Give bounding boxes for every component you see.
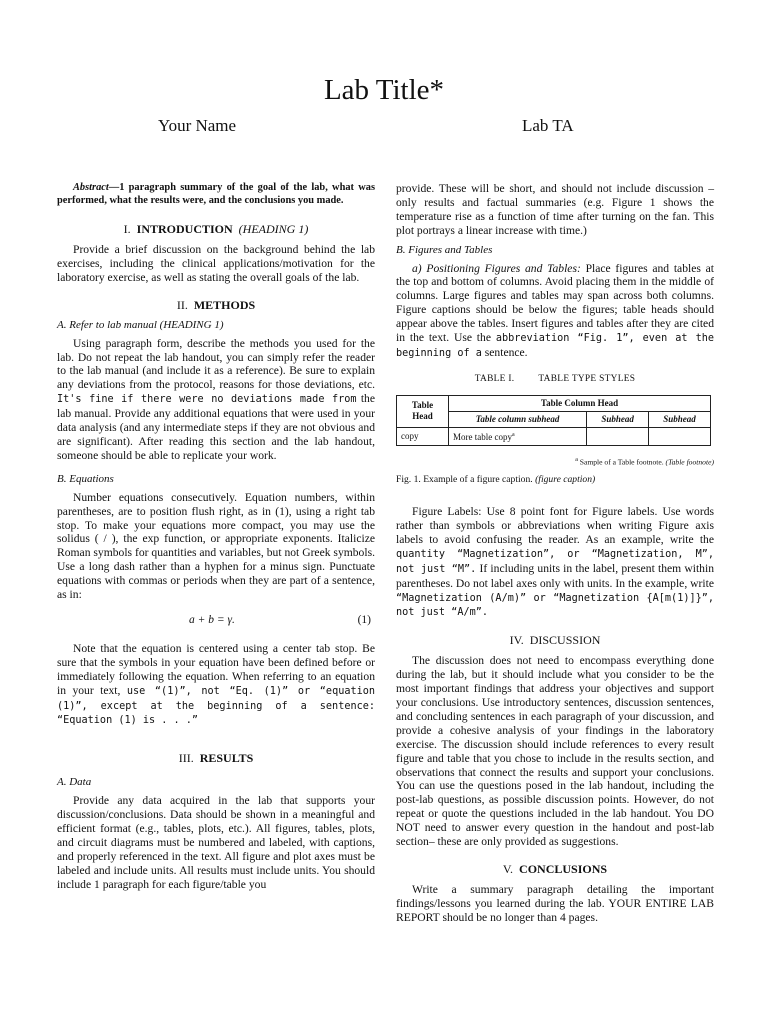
lab-ta-name: Lab TA: [522, 116, 574, 135]
table-type-styles: [396, 395, 711, 446]
results-body-b-mono: abbreviation “Fig. 1”, even at the beginning of a: [396, 333, 714, 359]
table-column-head: Table Column Head: [449, 395, 711, 411]
figure-labels-body: [396, 505, 714, 620]
figure-caption: [396, 473, 714, 487]
abstract: [57, 182, 375, 207]
figure-labels-mono-2: “Magnetization (A/m)” or “Magnetization {A[m(1)]}”, not just “A/m”.: [396, 592, 714, 619]
equation: a + b = γ.: [189, 613, 235, 626]
results-subheading-b: B. Figures and Tables: [396, 243, 493, 256]
methods-subheading-a: A. Refer to lab manual (HEADING 1): [57, 318, 224, 331]
discussion-body: The discussion does not need to encompass everything done during the lab, but it should include what you consider to be the most important findings that address your objectives and support your conclusions. Use introductory sentences, discussion sentences, and concluding sentences in each paragraph of your discussion, and provide a cohesive analysis of your findings in the laboratory exercise. The discussion should include references to every result figure and table that you chose to include in the results section, and observations that connect the results and support your conclusions. You can use the questions posed in the lab handout, including the post-lab questions, as possible discussion points. However, do not repeat or quote the questions included in the lab handout. You DO NOT need to answer every question in the handout and post-lab section– these are only provided as suggestions.: [396, 654, 714, 849]
footnote-text: Sample of a Table footnote.: [577, 457, 666, 467]
section-discussion-heading: [396, 634, 714, 648]
section-note: (HEADING 1): [238, 222, 309, 237]
footnote-sup: a: [575, 456, 578, 463]
table-subhead: Subhead: [649, 411, 711, 427]
methods-body-after-equation: [57, 642, 375, 728]
results-subsub-label: a) Positioning Figures and Tables:: [412, 261, 581, 275]
results-body-a: Provide any data acquired in the lab that supports your discussion/conclusions. Data should be shown in a meaningful and efficient format (e.g., tables, plots, etc.). All figures, tables, plots, and circuit diagrams must be numbered and labeled, with captions, and properly referenced in the text. All figure and plot axes must be labeled and include units. All results must include units. You should include 1 paragraph for each figure/table you: [57, 794, 375, 891]
figure-caption-italic: (figure caption): [535, 474, 596, 486]
page-title: Lab Title*: [323, 74, 445, 106]
section-title: INTRODUCTION: [136, 222, 233, 237]
equation-line: [57, 614, 375, 632]
methods-body-a-1: Using paragraph form, describe the methods you used for the lab. Do not repeat the lab handout, you can simply refer the reader to the lab manual (and include it as a reference). Be sure to explain any deviations from the protocol, reasons for those deviations, etc.: [57, 336, 375, 392]
section-number: I.: [123, 222, 131, 237]
methods-subheading-b: B. Equations: [57, 472, 114, 485]
section-title: RESULTS: [199, 751, 254, 766]
section-number: II.: [176, 297, 188, 312]
table-subhead: Subhead: [587, 411, 649, 427]
methods-body-b: Number equations consecutively. Equation numbers, within parentheses, are to position flush right, as in (1), using a right tab stop. To make your equations more compact, you may use the solidus ( / ), the exp function, or appropriate exponents. Italicize Roman symbols for quantities and variables, but not Greek symbols. Use a long dash rather than a hyphen for a minus sign. Punctuate equations with commas or periods when they are part of a sentence, as in:: [57, 490, 375, 602]
section-introduction-heading: [57, 223, 375, 237]
methods-body-a-2: the lab manual. Provide any additional equations that were used in your data analysis (and any intermediate steps if they are not obvious and are significant). After reading this section and the lab handout, someone should be able to replicate your work.: [57, 392, 375, 462]
table-caption: [396, 373, 714, 387]
results-body-a-continued: provide. These will be short, and should not include discussion – only results and factual summaries (e.g. Figure 1 shows the temperature rise as a function of time after turning on the fan. This plot portrays a linear increase with time.): [396, 182, 714, 237]
table-caption-title: TABLE TYPE STYLES: [538, 373, 636, 384]
table-footnote: [396, 454, 714, 469]
section-title: METHODS: [193, 297, 256, 312]
section-title: DISCUSSION: [529, 633, 601, 648]
methods-body-a-mono: It's fine if there were no deviations made from: [57, 394, 357, 406]
section-methods-heading: [57, 299, 375, 313]
table-row: [397, 395, 711, 411]
table-head: Table Head: [397, 395, 449, 427]
section-conclusions-heading: [396, 863, 714, 877]
footnote-italic: (Table footnote): [665, 457, 714, 467]
introduction-body: Provide a brief discussion on the background behind the lab exercises, including the clinical applications/motivation for the laboratory exercise, as well as stating the overall goals of the lab.: [57, 243, 375, 284]
table-caption-number: TABLE I.: [474, 373, 515, 384]
results-body-b-2: sentence.: [481, 345, 528, 359]
results-body-b-1: Place figures and tables at the top and bottom of columns. Avoid placing them in the middle of columns. Large figures and tables may span across both columns. Figure captions should be below the figures; table heads should appear above the tables. Insert figures and tables after they are cited in the text. Use the: [396, 261, 714, 345]
section-title: CONCLUSIONS: [519, 861, 608, 876]
table-cell: [449, 427, 587, 445]
methods-after-mono: use “(1)”, not “Eq. (1)” or “equation (1)”, except at the beginning of a sentence: “Equation (1) is . . .”: [57, 685, 376, 727]
figure-caption-text: Fig. 1. Example of a figure caption.: [396, 474, 536, 486]
methods-after-1: Note that the equation is centered using a center tab stop. Be sure that the symbols in your equation have been defined before or immediately following the equation. When referring to an equation in your text,: [57, 641, 375, 697]
results-body-b: [396, 262, 714, 361]
abstract-label: Abstract: [73, 182, 109, 193]
methods-body-a: [57, 337, 375, 463]
abstract-text: —1 paragraph summary of the goal of the lab, what was performed, what the results were, and the conclusions you made.: [57, 182, 375, 206]
section-number: V.: [502, 861, 514, 876]
right-column: [396, 182, 714, 925]
table-cell: copy: [397, 427, 449, 445]
section-number: III.: [178, 751, 194, 766]
table-cell-sup: a: [511, 431, 515, 438]
table-cell: [649, 427, 711, 445]
equation-number: (1): [357, 613, 371, 626]
table-cell-text: More table copy: [453, 431, 512, 442]
left-column: [57, 182, 375, 892]
table-subhead: Table column subhead: [449, 411, 587, 427]
author-name: Your Name: [158, 116, 237, 135]
table-cell: [587, 427, 649, 445]
conclusions-body: Write a summary paragraph detailing the important findings/lessons you learned during the lab. YOUR ENTIRE LAB REPORT should be no longer than 4 pages.: [396, 882, 714, 924]
table-row: [397, 427, 711, 445]
figure-labels-1: Figure Labels: Use 8 point font for Figure labels. Use words rather than symbols or abbreviations when writing Figure axis labels to avoid confusing the reader. As an example, write the: [396, 505, 714, 546]
figure-labels-mono-1: quantity “Magnetization”, or “Magnetization, M”, not just “M”.: [396, 548, 714, 575]
figure-labels-2: If including units in the label, present them within parentheses. Do not label axes only with units. In the example, write: [396, 561, 714, 590]
results-subheading-a: A. Data: [57, 776, 92, 789]
section-results-heading: [57, 752, 375, 766]
section-number: IV.: [509, 633, 524, 648]
